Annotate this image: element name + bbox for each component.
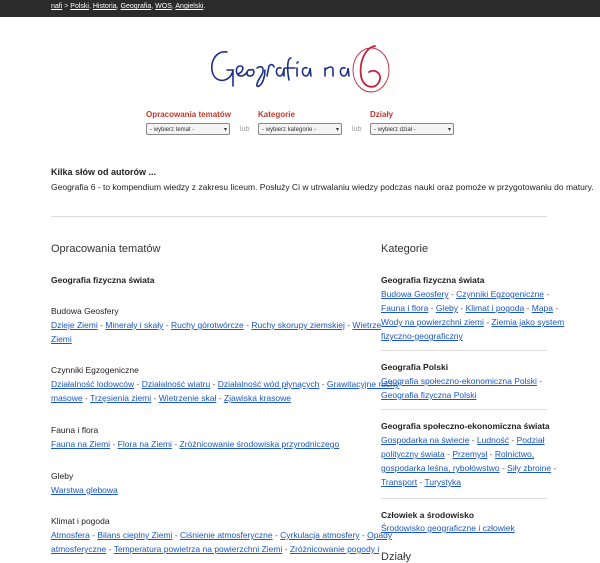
about-text: Geografia 6 - to kompendium wiedzy z zakresu liceum. Posłuży Ci w utrwalaniu wiedzy podczas nauki oraz pomoże w przygotowaniu do matury. (51, 182, 594, 192)
topic-link[interactable]: Cyrkulacja atmosfery (280, 530, 360, 540)
topic-links: Działalność lodowców - Działalność wiatru - Działalność wód płynących - Grawitacyjne ruchy masowe - Trzęsienia ziemi - Wietrzenie skał - Zjawiska krasowe (51, 379, 400, 403)
group-title: Klimat i pogoda (51, 516, 110, 526)
topic-link[interactable]: Ruchy górotwórcze (171, 320, 244, 330)
group-title: Gleby (51, 471, 74, 481)
topic-link[interactable]: Zróżnicowanie pogody i (289, 544, 380, 554)
category-link[interactable]: Mapa (531, 303, 554, 313)
chevron-down-icon: ▾ (447, 127, 451, 133)
topic-link[interactable]: Fauna na Ziemi (51, 439, 111, 449)
category-title: Człowiek a środowisko (381, 510, 475, 520)
topic-links (51, 483, 118, 497)
breadcrumb-polski[interactable]: Polski (70, 3, 89, 10)
topic-links: Dzieje Ziemi - Minerały i skały - Ruchy górotwórcze - Ruchy skorupy ziemskiej - Wietrze Ziemi (51, 320, 382, 344)
category-link[interactable]: Fauna i flora (381, 303, 429, 313)
divider (381, 498, 547, 499)
category-link[interactable]: fizyczno-geograficzny (381, 331, 463, 341)
topic-link[interactable]: Ruchy skorupy ziemskiej (251, 320, 345, 330)
topic-link[interactable]: atmosferyczne (51, 544, 107, 554)
topic-link[interactable]: Wietrzenie skał (158, 393, 217, 403)
category-link[interactable]: Gleby (435, 303, 459, 313)
breadcrumb-separator: > (64, 3, 69, 10)
topic-links: Fauna na Ziemi - Flora na Ziemi - Zróżnicowanie środowiska przyrodniczego (51, 439, 340, 449)
divider (381, 409, 547, 410)
topic-link[interactable]: Działalność lodowców (51, 379, 135, 389)
category-link[interactable]: Ziemia jako system (491, 317, 565, 327)
category-link[interactable]: Rolnictwo, (494, 449, 535, 459)
topic-link[interactable]: Dzieje Ziemi (51, 320, 98, 330)
category-link[interactable]: Czynniki Egzogeniczne (456, 289, 545, 299)
category-title: Geografia fizyczna świata (381, 275, 485, 285)
category-title: Geografia Polski (381, 362, 449, 372)
breadcrumb-home[interactable]: nafi (51, 3, 63, 10)
topic-link[interactable]: Ziemi (51, 334, 72, 344)
breadcrumb-wos[interactable]: WOS (155, 3, 172, 10)
category-link[interactable]: Budowa Geosfery (381, 289, 449, 299)
topic-link[interactable]: Ciśnienie atmosferyczne (180, 530, 273, 540)
topic-link[interactable]: Działalność wiatru (141, 379, 211, 389)
category-link[interactable]: Transport (381, 477, 418, 487)
categories-column-title: Kategorie (381, 243, 429, 255)
categories-select[interactable] (258, 123, 342, 135)
category-link[interactable]: Geografia fizyczna Polski (381, 390, 477, 400)
group-title: Fauna i flora (51, 425, 99, 435)
category-links: Gospodarka na świecie - Ludność - Podział polityczny świata - Przemysł - Rolnictwo, gospodarka leśna, rybołówstwo - Siły zbroine - Transport - Turystyka (381, 435, 557, 487)
category-links: Budowa Geosfery - Czynniki Egzogeniczne - Fauna i flora - Gleby - Klimat i pogoda - Mapa - Wody na powierzchni ziemi - Ziemia jako system fizyczno-geograficzny (381, 289, 565, 341)
topic-link[interactable]: Opady (367, 530, 393, 540)
breadcrumb: nafi > Polski, Historia, Geografia, WOS, Angielski. (51, 3, 206, 10)
category-link[interactable]: Gospodarka na świecie (381, 435, 470, 445)
category-link[interactable]: Klimat i pogoda (465, 303, 525, 313)
category-link[interactable]: Wody na powierzchni ziemi (381, 317, 484, 327)
categories-selector-label: Kategorie (258, 110, 295, 119)
breadcrumb-angielski[interactable]: Angielski (175, 3, 204, 10)
topic-link[interactable]: Grawitacyjne ruchy (326, 379, 400, 389)
sections-select[interactable] (370, 123, 454, 135)
category-link[interactable]: Ludność (476, 435, 510, 445)
sections-select-value: - wybierz dział - (374, 127, 416, 133)
topics-selector-label: Opracowania tematów (146, 110, 231, 119)
site-logo[interactable] (205, 40, 395, 96)
topic-link[interactable]: Warstwa glebowa (51, 485, 118, 495)
category-links (381, 521, 515, 535)
topic-link[interactable]: Bilans cieplny Ziemi (97, 530, 173, 540)
topic-link[interactable]: Wietrze (352, 320, 382, 330)
category-link[interactable]: Turystyka (424, 477, 461, 487)
category-link[interactable]: Przemysł (452, 449, 488, 459)
divider (381, 350, 547, 351)
topic-link[interactable]: Zjawiska krasowe (223, 393, 291, 403)
topic-link[interactable]: Flora na Ziemi (117, 439, 172, 449)
about-title: Kilka słów od autorów ... (51, 167, 157, 177)
categories-selector-block (258, 110, 342, 135)
topic-link[interactable]: Trzęsienia ziemi (90, 393, 152, 403)
topic-link[interactable]: Temperatura powietrza na powierzchni Ziemi (113, 544, 283, 554)
category-link[interactable]: polityczny świata (381, 449, 445, 459)
topic-link[interactable]: masowe (51, 393, 83, 403)
topics-select-value: - wybierz temat - (150, 127, 195, 133)
sections-selector-label: Działy (370, 110, 394, 119)
topics-column-title: Opracowania tematów (51, 243, 161, 255)
sections-column-title: Działy (381, 551, 411, 563)
chevron-down-icon: ▾ (223, 127, 227, 133)
category-link[interactable]: Geografia społeczno-ekonomiczna Polski (381, 376, 537, 386)
group-title: Czynniki Egzogeniczne (51, 365, 139, 375)
category-links: Geografia społeczno-ekonomiczna Polski - Geografia fizyczna Polski (381, 376, 543, 400)
categories-select-value: - wybierz kategorie - (262, 127, 317, 133)
breadcrumb-geografia[interactable]: Geografia (120, 3, 152, 10)
chevron-down-icon: ▾ (335, 127, 339, 133)
top-bar (0, 0, 600, 17)
topic-link[interactable]: Minerały i skały (105, 320, 164, 330)
topic-link[interactable]: Działalność wód płynących (217, 379, 320, 389)
sections-selector-block (370, 110, 454, 135)
category-link[interactable]: gospodarka leśna, rybołówstwo (381, 463, 500, 473)
topic-link[interactable]: Zróżnicowanie środowiska przyrodniczego (179, 439, 340, 449)
breadcrumb-historia[interactable]: Historia (92, 3, 117, 10)
category-link[interactable]: Siły zbroine (507, 463, 552, 473)
category-link[interactable]: Podział (516, 435, 545, 445)
topics-section-title: Geografia fizyczna świata (51, 275, 155, 285)
topics-selector-block (146, 110, 231, 135)
topics-select[interactable] (146, 123, 230, 135)
category-title: Geografia społeczno-ekonomiczna świata (381, 421, 550, 431)
divider (51, 216, 547, 217)
category-link[interactable]: Środowisko geograficzne i człowiek (381, 523, 515, 533)
or-label-2: lub (352, 126, 362, 133)
or-label-1: lub (240, 126, 250, 133)
topic-links: Atmosfera - Bilans cieplny Ziemi - Ciśnienie atmosferyczne - Cyrkulacja atmosfery - Opady atmosferyczne - Temperatura powietrza na powierzchni Ziemi - Zróżnicowanie pogody i (51, 530, 393, 554)
topic-link[interactable]: Atmosfera (51, 530, 90, 540)
group-title: Budowa Geosfery (51, 306, 119, 316)
